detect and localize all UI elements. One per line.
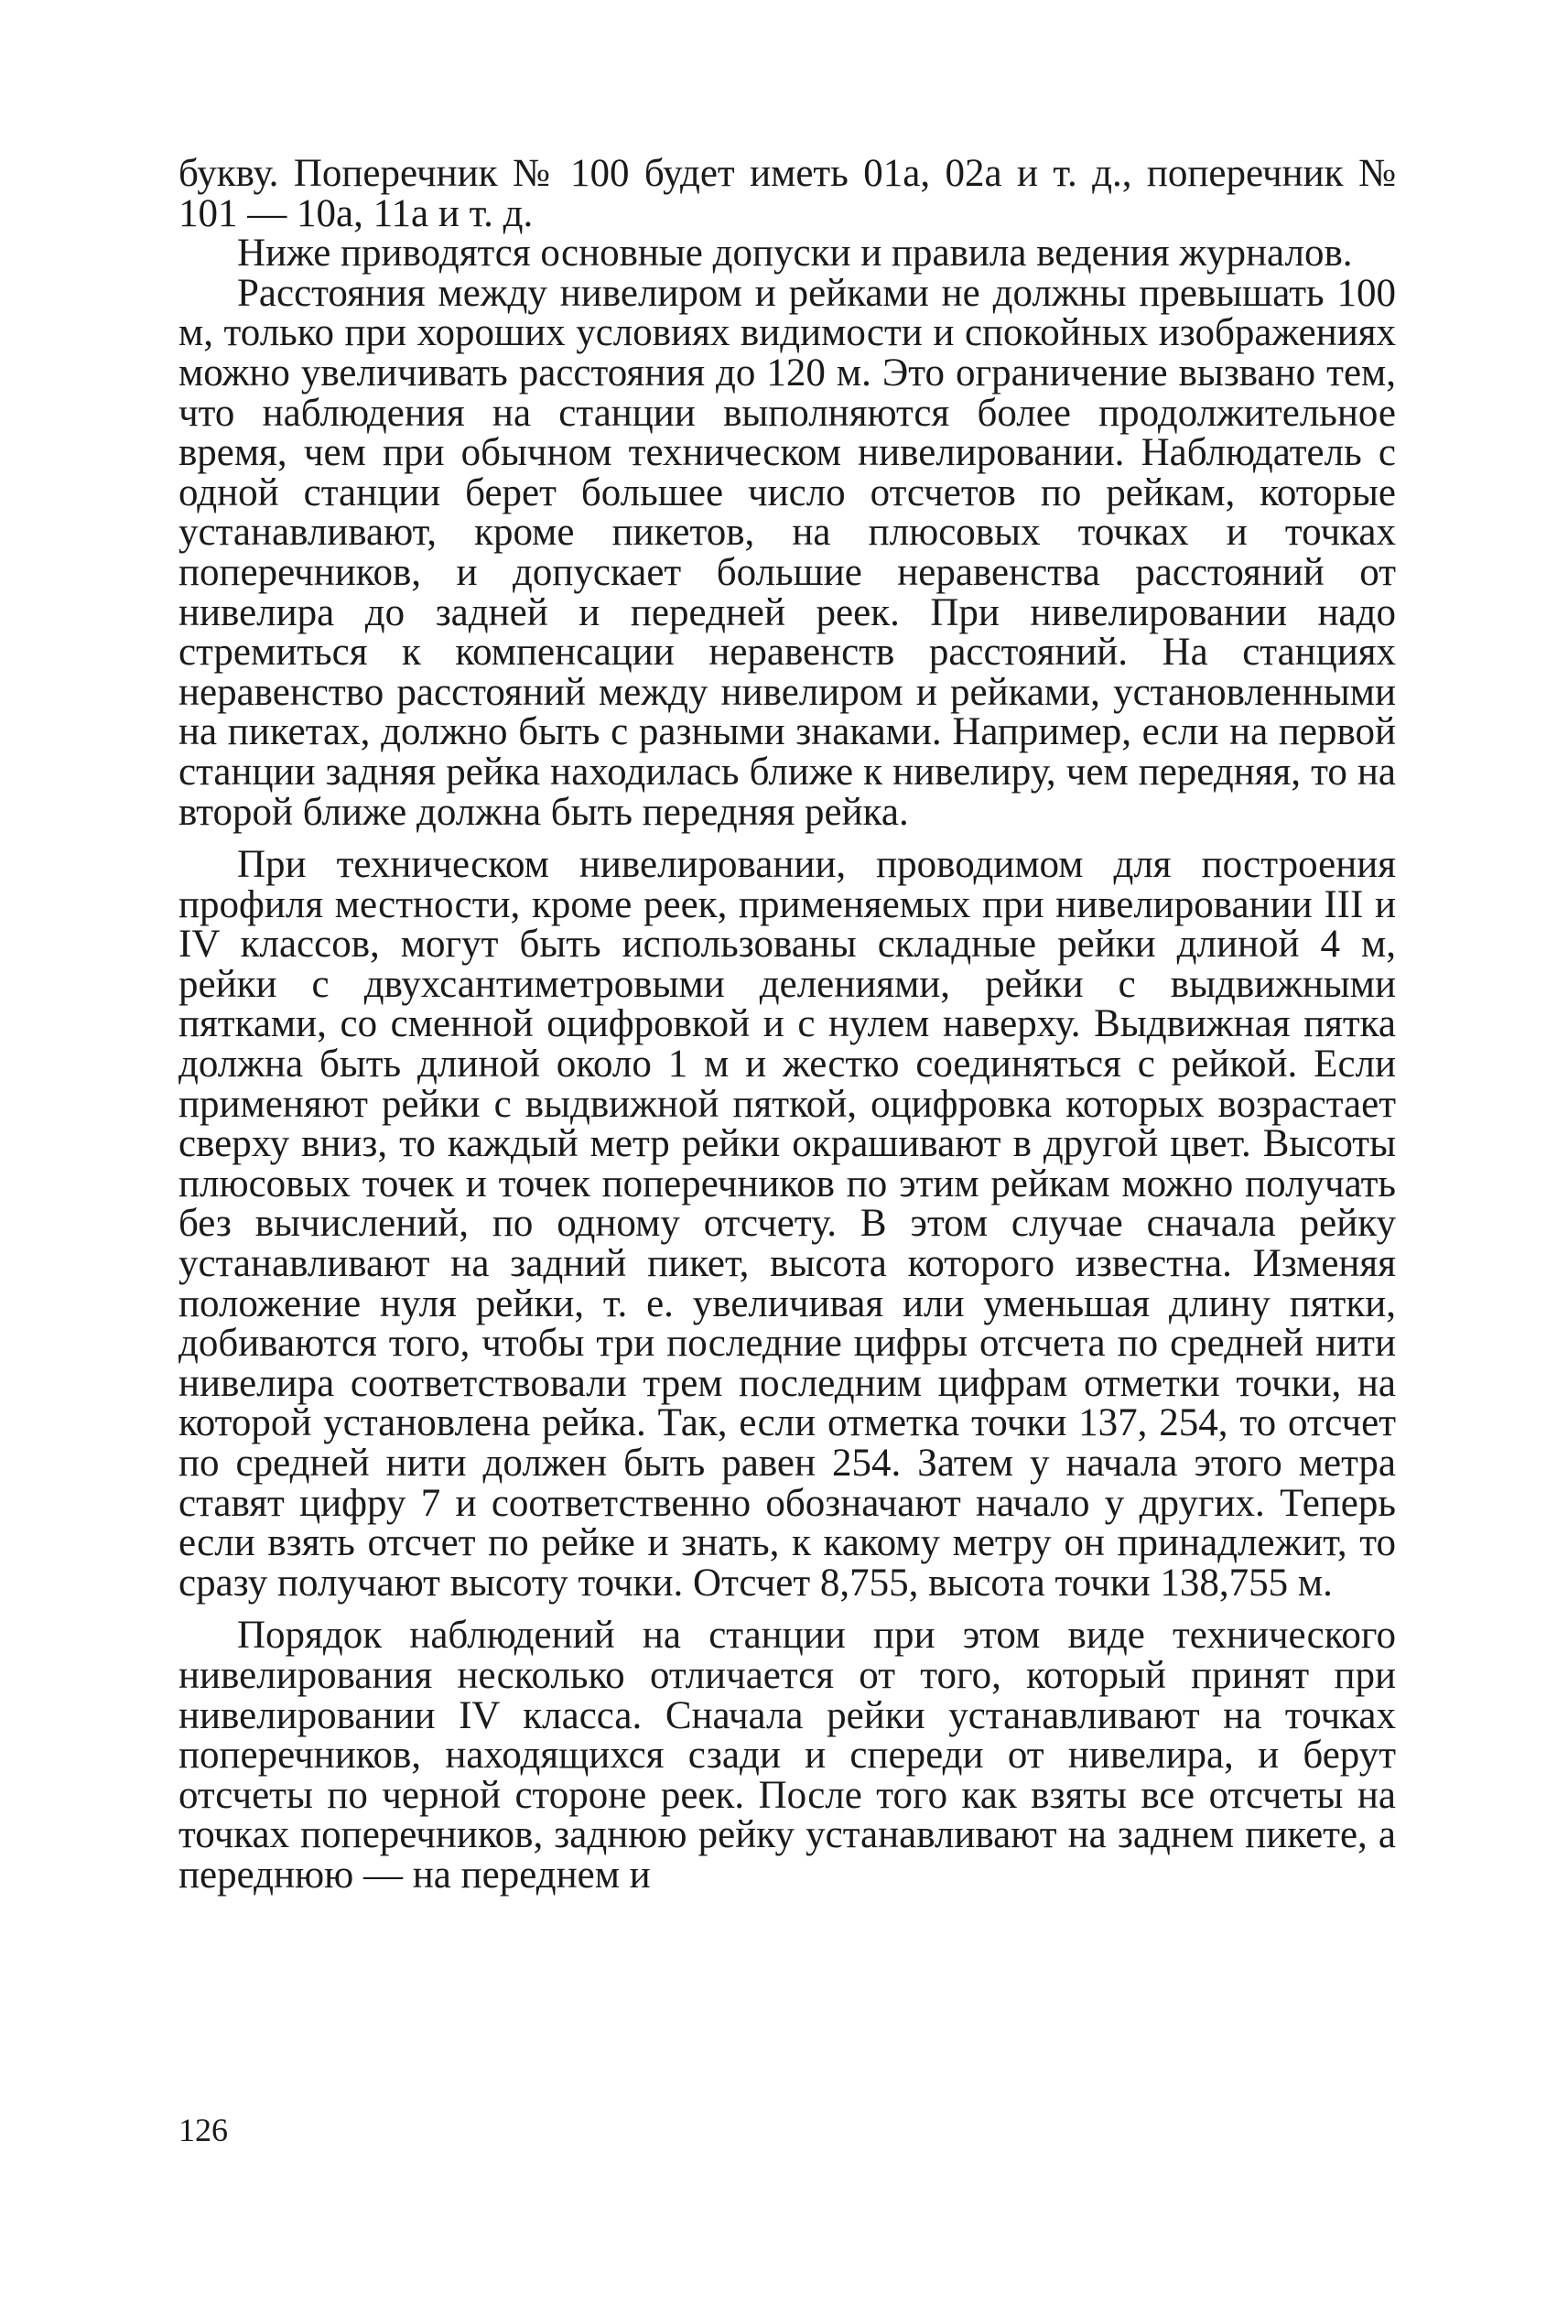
paragraph-continuation: букву. Поперечник № 100 будет иметь 01а, 02а и т. д., поперечник № 101 — 10а, 11а и т. д. bbox=[178, 152, 1396, 235]
page-body bbox=[178, 154, 1396, 1896]
paragraph-technical-leveling: При техническом нивелировании, проводимом для построения профиля местности, кроме реек, применяемых при нивелировании III и IV классов, могут быть использованы складные рейки длиной 4 м, рейки с двухсантиметровыми делениями, рейки с выдвижными пятками, со сменной оцифровкой и с нулем наверху. Выдвижная пятка должна быть длиной около 1 м и жестко соединяться с рейкой. Если применяют рейки с выдвижной пяткой, оцифровка которых возрастает сверху вниз, то каждый метр рейки окрашивают в другой цвет. Высоты плюсовых точек и точек поперечников по этим рейкам можно получать без вычислений, по одному отсчету. В этом случае сначала рейку устанавливают на задний пикет, высота которого известна. Изменяя положение нуля рейки, т. е. увеличивая или уменьшая длину пятки, добиваются того, чтобы три последние цифры отсчета по средней нити нивелира соответствовали трем последним цифрам отметки точки, на которой установлена рейка. Так, если отметка точки 137, 254, то отсчет по средней нити должен быть равен 254. Затем у начала этого метра ставят цифру 7 и соответственно обозначают начало у других. Теперь если взять отсчет по рейке и знать, к какому метру он принадлежит, то сразу получают высоту точки. Отсчет 8,755, высота точки 138,755 м. bbox=[178, 843, 1396, 1605]
paragraph-distances: Расстояния между нивелиром и рейками не должны превышать 100 м, только при хороших условиях видимости и спокойных изображениях можно увеличивать расстояния до 120 м. Это ограничение вызвано тем, что наблюдения на станции выполняются более продолжительное время, чем при обычном техническом нивелировании. Наблюдатель с одной станции берет большее число отсчетов по рейкам, которые устанавливают, кроме пикетов, на плюсовых точках и точках поперечников, и допускает большие неравенства расстояний от нивелира до задней и передней реек. При нивелировании надо стремиться к компенсации неравенств расстояний. На станциях неравенство расстояний между нивелиром и рейками, установленными на пикетах, должно быть с разными знаками. Например, если на первой станции задняя рейка находилась ближе к нивелиру, чем передняя, то на второй ближе должна быть передняя рейка. bbox=[178, 271, 1396, 834]
page-number: 126 bbox=[178, 2112, 228, 2148]
paragraph-intro: Ниже приводятся основные допуски и правила ведения журналов. bbox=[237, 232, 1353, 276]
paragraph-observation-order: Порядок наблюдений на станции при этом виде технического нивелирования несколько отличается от того, который принят при нивелировании IV класса. Сначала рейки устанавливают на точках поперечников, находящихся сзади и спереди от нивелира, и берут отсчеты по черной стороне реек. После того как взяты все отсчеты на точках поперечников, заднюю рейку устанавливают на заднем пикете, а переднюю — на переднем и bbox=[178, 1614, 1396, 1897]
